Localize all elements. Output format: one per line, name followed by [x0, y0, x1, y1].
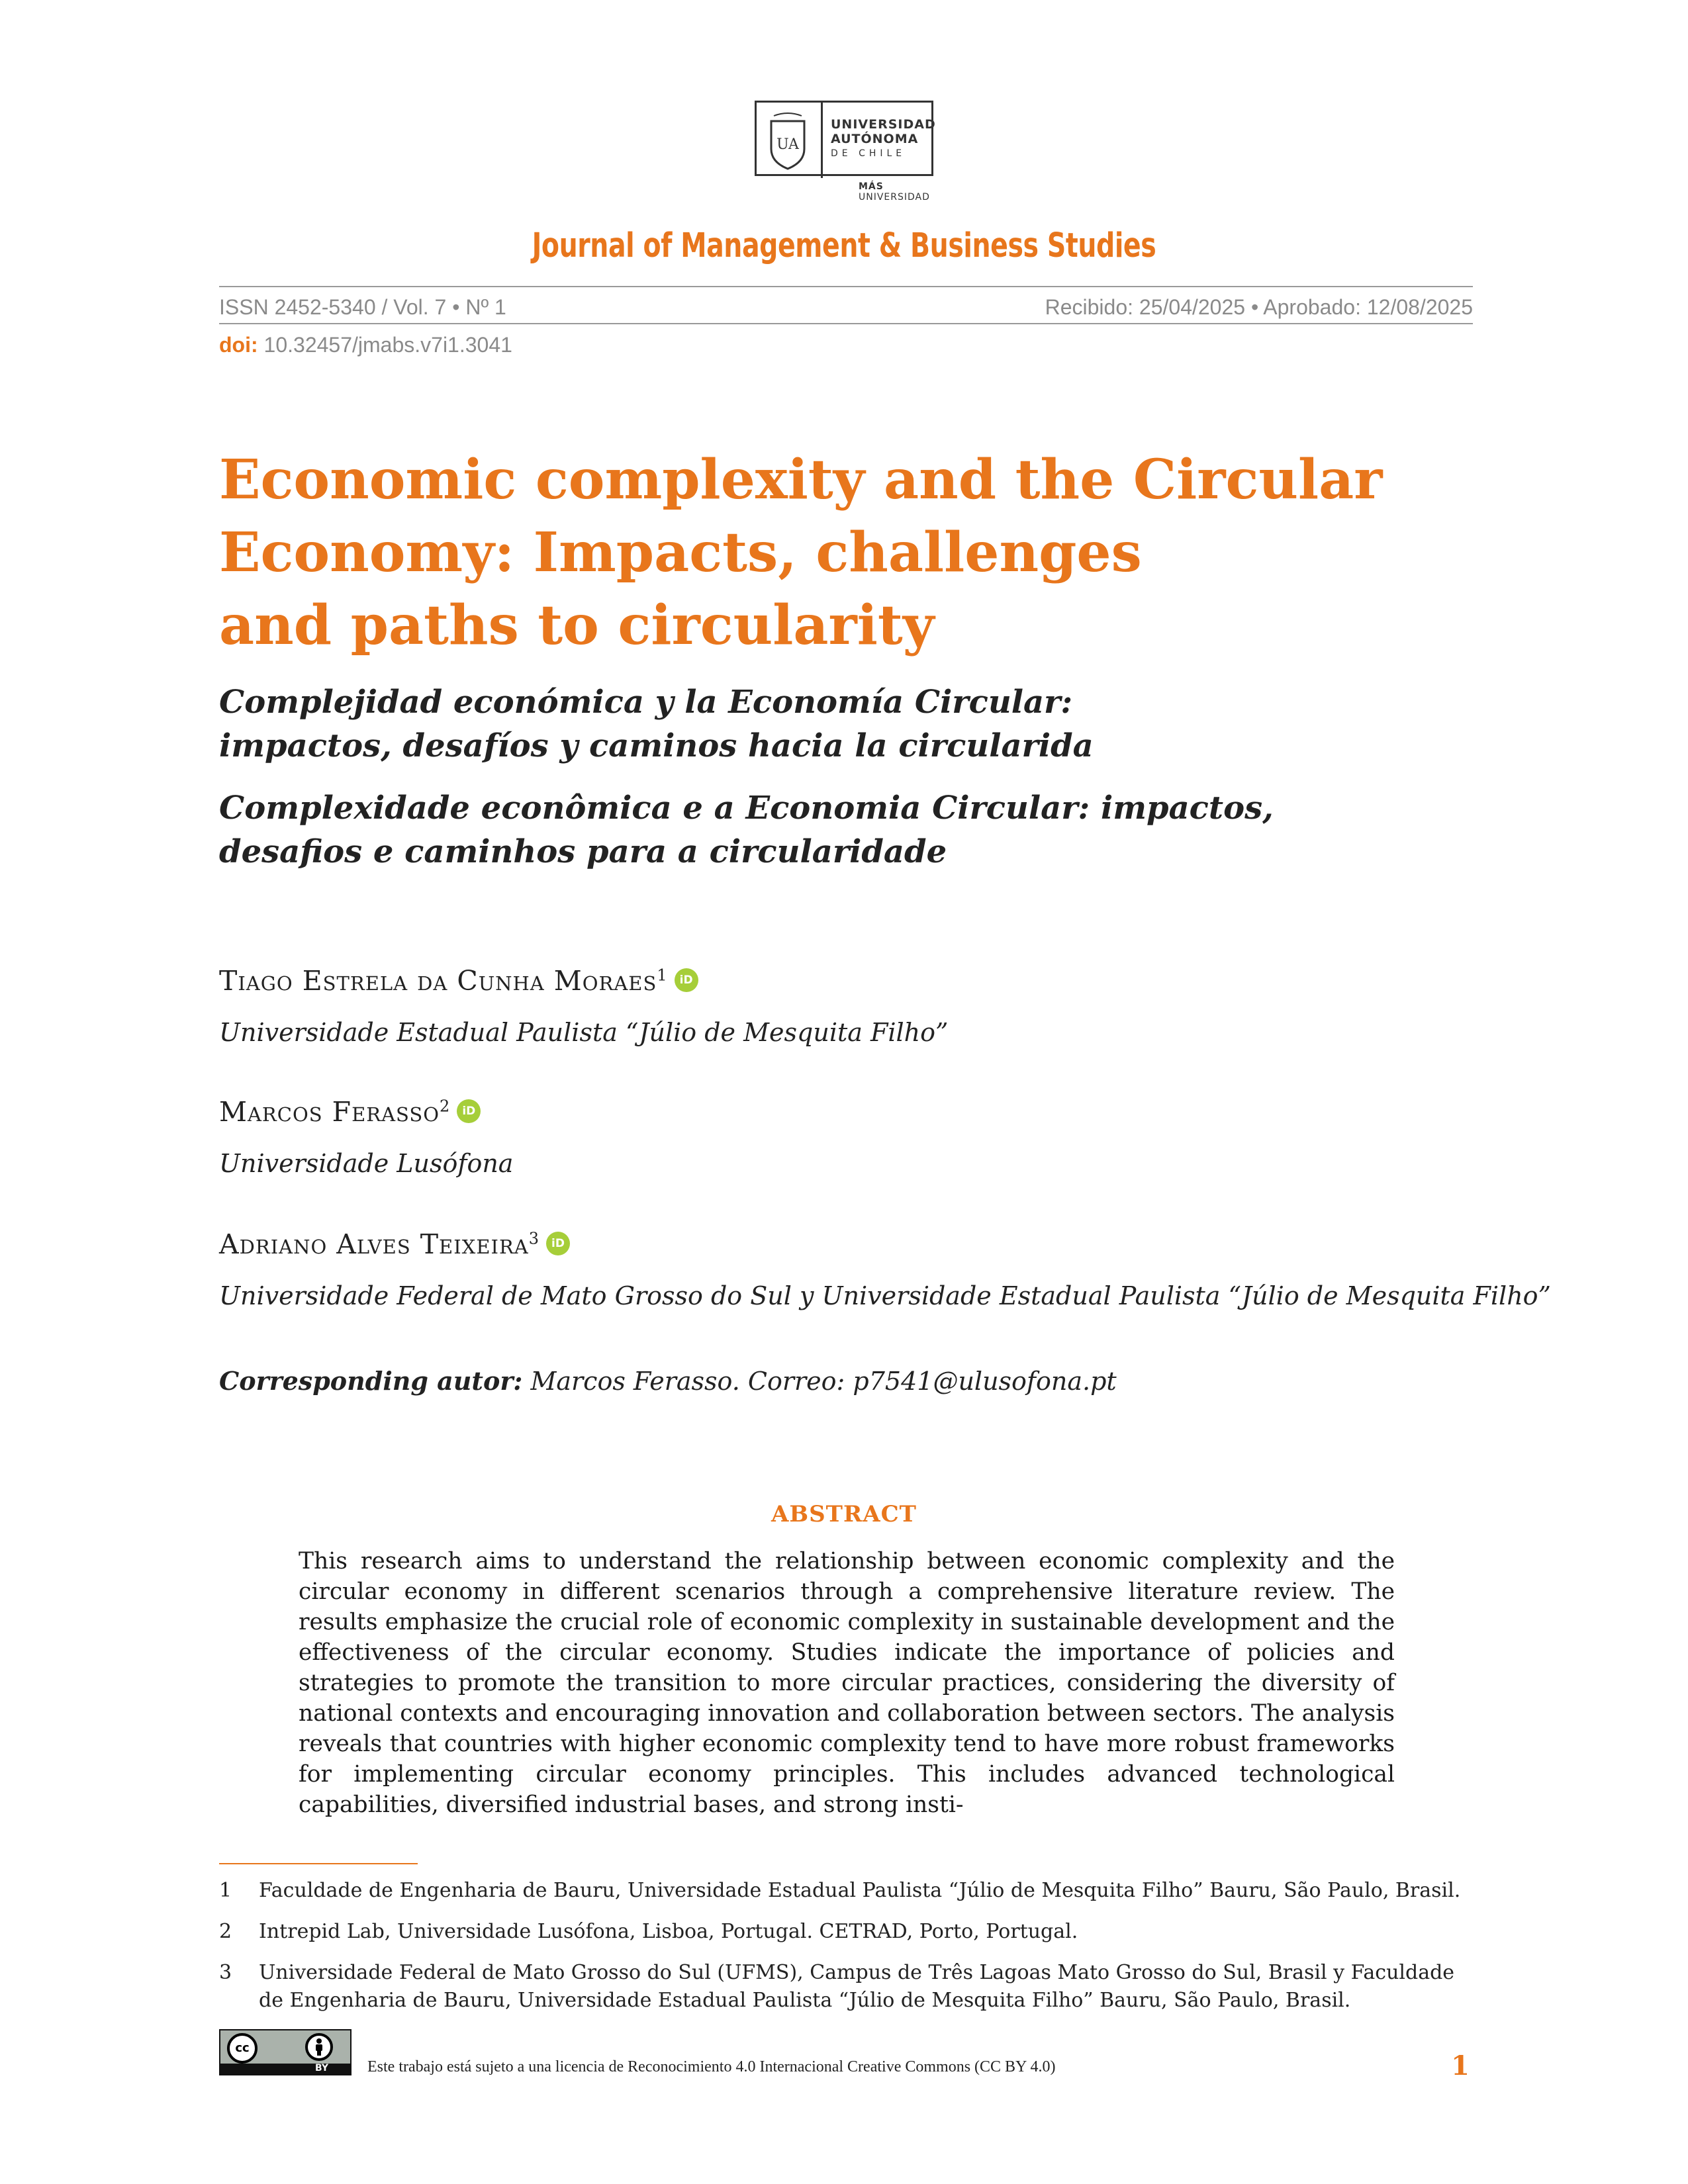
- cc-by-license-badge[interactable]: [219, 2029, 352, 2075]
- abstract-paragraph: This research aims to understand the relationship between economic complexity and the circular economy in different scenarios through a comprehensive literature review. The results emphasize the crucial role of economic complexity in sustainable development and the effectiveness of the circular economy. Studies indicate the importance of policies and strategies to promote the transition to more circular practices, considering the diversity of national contexts and encouraging innovation and collaboration between sectors. The analysis reveals that countries with higher economic complexity tend to have more robust frameworks for implementing circular economy principles. This includes advanced technological capabilities, diversified industrial bases, and strong insti-: [299, 1548, 1395, 1818]
- shield-icon: [757, 103, 819, 174]
- doi-value[interactable]: 10.32457/jmabs.v7i1.3041: [263, 333, 512, 357]
- author-affiliation: Universidade Federal de Mato Grosso do Sul y Universidade Estadual Paulista “Júlio de Mesquita Filho”: [219, 1281, 1551, 1310]
- doi: [219, 333, 512, 357]
- subtitle-line: desafios e caminhos para a circularidade: [219, 833, 947, 870]
- author-name-text: Tiago Estrela da Cunha Moraes: [219, 965, 657, 997]
- cc-icon: cc: [227, 2033, 258, 2064]
- subtitle-line: Complexidade econômica e a Economia Circular: impactos,: [219, 790, 1274, 827]
- logo-shield-area: [757, 103, 823, 178]
- subtitle-line: impactos, desafíos y caminos hacia la circularida: [219, 727, 1094, 764]
- abstract-heading: ABSTRACT: [771, 1501, 917, 1527]
- subtitle-portuguese: [219, 786, 1477, 874]
- orcid-icon[interactable]: iD: [457, 1099, 481, 1123]
- header-rule-top: [219, 286, 1473, 287]
- title-line: Economy: Impacts, challenges: [219, 521, 1142, 584]
- attribution-person-icon: [305, 2033, 333, 2061]
- article-title: [219, 443, 1477, 662]
- doi-label: doi:: [219, 333, 258, 357]
- logo-name: [831, 117, 936, 161]
- footnote-text: Faculdade de Engenharia de Bauru, Universidade Estadual Paulista “Júlio de Mesquita Filho” Bauru, São Paulo, Brasil.: [259, 1879, 1461, 1902]
- corresponding-text: Marcos Ferasso. Correo: p7541@ulusofona.pt: [522, 1367, 1117, 1396]
- author-name: [219, 1228, 570, 1260]
- author-name-text: Adriano Alves Teixeira: [219, 1228, 529, 1260]
- logo-name-line1: UNIVERSIDAD: [831, 117, 936, 132]
- title-line: and paths to circularity: [219, 594, 935, 657]
- logo-tagline: [859, 181, 940, 203]
- author-affiliation: Universidade Lusófona: [219, 1149, 514, 1178]
- journal-title: Journal of Management & Business Studies: [532, 226, 1156, 265]
- header-rule-bottom: [219, 323, 1473, 324]
- orcid-icon[interactable]: iD: [675, 968, 698, 992]
- page-number: 1: [1451, 2050, 1470, 2081]
- received-approved-dates: Recibido: 25/04/2025 • Aprobado: 12/08/2025: [1045, 295, 1473, 319]
- author-name: [219, 1096, 481, 1128]
- corresponding-author: [219, 1366, 1117, 1396]
- logo-tagline-rest: UNIVERSIDAD: [859, 192, 930, 203]
- author-footnote-ref[interactable]: 1: [657, 966, 668, 985]
- footnote-text: Universidade Federal de Mato Grosso do Sul (UFMS), Campus de Três Lagoas Mato Grosso do Sul, Brasil y Faculdade de Engenharia de Bauru, Universidade Estadual Paulista “Júlio de Mesquita Filho” Bauru, São Paulo, Brasil.: [259, 1961, 1455, 2012]
- footnote-text: Intrepid Lab, Universidade Lusófona, Lisboa, Portugal. CETRAD, Porto, Portugal.: [259, 1920, 1078, 1943]
- abstract-body: [299, 1546, 1395, 1820]
- subtitle-spanish: [219, 680, 1477, 768]
- subtitle-line: Complejidad económica y la Economía Circular:: [219, 684, 1073, 721]
- title-line: Economic complexity and the Circular: [219, 448, 1383, 512]
- corresponding-label: Corresponding autor:: [219, 1366, 523, 1396]
- license-text: Este trabajo está sujeto a una licencia de Reconocimiento 4.0 Internacional Creative Commons (CC BY 4.0): [367, 2058, 1056, 2075]
- author-affiliation: Universidade Estadual Paulista “Júlio de Mesquita Filho”: [219, 1018, 949, 1047]
- footnote-separator: [219, 1863, 418, 1864]
- footnote-number: 2: [219, 1920, 232, 1943]
- logo-name-line2: AUTÓNOMA: [831, 132, 919, 146]
- logo-name-line3: DE CHILE: [831, 148, 906, 159]
- logo-frame: [755, 101, 936, 176]
- author-footnote-ref[interactable]: 2: [440, 1097, 451, 1116]
- by-label: BY: [314, 2063, 329, 2073]
- author-footnote-ref[interactable]: 3: [528, 1229, 540, 1248]
- university-logo: [755, 101, 940, 203]
- logo-shield-text: UA: [776, 136, 799, 153]
- orcid-icon[interactable]: iD: [546, 1232, 570, 1255]
- cc-badge-top: [220, 2030, 350, 2064]
- author-name-text: Marcos Ferasso: [219, 1096, 440, 1128]
- footnote-number: 3: [219, 1961, 232, 1984]
- footnote-number: 1: [219, 1879, 232, 1902]
- logo-tagline-bold: MÁS: [859, 181, 884, 192]
- issn-volume: ISSN 2452-5340 / Vol. 7 • Nº 1: [219, 295, 506, 319]
- author-name: [219, 965, 698, 997]
- person-icon: [308, 2036, 330, 2058]
